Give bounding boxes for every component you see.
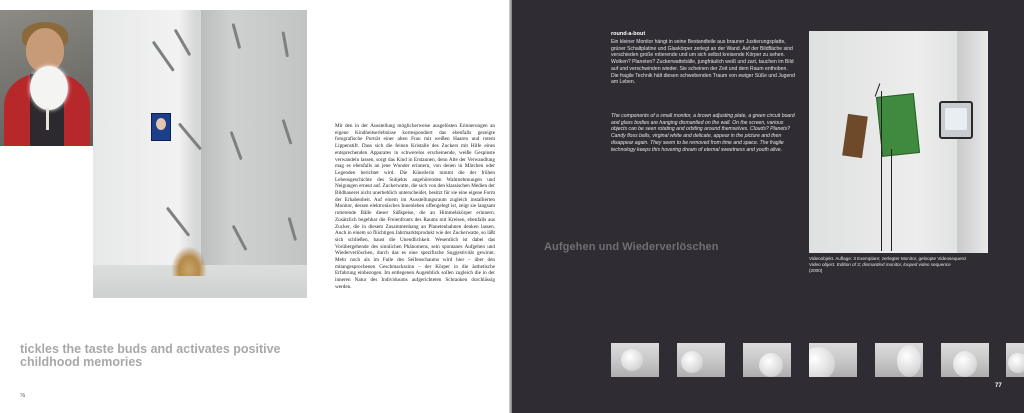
left-headline: tickles the taste buds and activates positive childhood memories <box>20 342 281 369</box>
artwork-title: round-a-bout <box>611 31 646 37</box>
video-still-3 <box>743 343 791 377</box>
artwork-caption <box>809 256 995 275</box>
photo-dismantled-monitor <box>809 31 988 253</box>
caption-english: Video object. Edition of 3; dismantled monitor, looped video sequence <box>809 262 951 268</box>
right-headline: Aufgehen und Wiederverlöschen <box>544 241 719 253</box>
description-german: Ein kleiner Monitor hängt in seine Bestandteile aus brauner Justierungsplatte, grüner Schaltplatine und Glaskörper zerlegt an der Wand. Auf der Bildfläche sind verschieden große rotierende und um sich selbst kreisende Körper zu sehen. Wolken? Planeten? Zuckerwattebälle, jungfräulich weiß und zart, tauchen im Bild auf und verschwinden wieder. Sie scheinen der Zeit und dem Raum enthoben. Die fragile Technik hält diesen schwebenden Traum von ewiger Süße und Jugend am Leben. <box>611 39 795 86</box>
caption-german: Videoobjekt. Auflage: 3 Exemplare; zerlegter Monitor, geloopte Videosequenz <box>809 256 967 261</box>
description-english: The components of a small monitor, a brown adjusting plate, a green circuit board and glass bodies are hanging dismantled on the wall. On the screen, various objects can be seen rotating and orbiting around themselves. Clouds? Planets? Candy floss balls, virginal white and delicate, appear in the picture and then disappear again. They seem to be removed from time and space. The fragile technology keeps this hovering dream of eternal sweetness and youth alive. <box>611 113 795 153</box>
video-still-1 <box>611 343 659 377</box>
video-still-5 <box>875 343 923 377</box>
portrait-photo <box>151 113 171 141</box>
photo-installation-wall-hooks <box>93 10 307 298</box>
video-still-7 <box>1006 343 1024 377</box>
video-still-6 <box>941 343 989 377</box>
photo-woman-cotton-candy <box>0 10 95 146</box>
caption-year: (2000) <box>809 268 823 274</box>
video-still-4 <box>809 343 857 377</box>
video-still-2 <box>677 343 725 377</box>
right-page-number: 77 <box>995 383 1002 389</box>
left-body-text: Mit den in der Ausstellung möglicherweise ausgelösten Erinnerungen an eigene Kindheitserlebnisse korrespondiert das ebenfalls gezeigte fotografische Porträt einer alten Frau mit weißen Haaren und rotem Lippenstift. Dass sich die feinen Kristalle des Zuckers mit Hilfe eines entsprechenden Apparates in schwerelos erscheinende, weiße Gespinste verwandeln lassen, sorgt das Kind in Erstaunen, denn Alte der Verwandlung mag es ebenfalls an jene Wunder erinnern, von denen in Märchen oder Legenden berichtet wird. Die Künstlerin nimmt die der frühen Lebensgeschichte des Subjekts angehörenden Wahrnehmungen und Neigungen erneut auf. Zuckerwatte, die sich von den klassischen Medien der Bildhauerei nicht unerheblich unterscheidet, besitzt für sie eine eigene Form der Erhabenheit. Auf einem im Ausstellungsraum zugleich installierten Monitor, dessen elektronisches Innenleben offengelegt ist, zeigt sie langsam rotierende Bälle dieser Süßspeise, die an Himmelskörper erinnern. Zusätzlich begehbar die Freienfronts des Raums mit Kreisen, ebenfalls aus Zucker, die in diesem Zusammenhang an Planetenbahnen denken lassen. Auch in einem so flüchtigen Jahrmarktsprodukt wie der Zuckerwatte, so läßt sich schließen, haust die Unendlichkeit. Wesentlich ist dabei das Vorübergehende des sinnlichen Phänomens, sein spontanes Aufgehen und Wiederverlöschen, durch das es eine spezifische Suggestivität gewinnt. Mehr noch als im Falle des Seifenschaums wird hier – über den mitangesprochenen Geschmackssinn – der Körper in die ästhetische Erfahrung einbezogen. Im entlegenen Augenblick sollen zugleich die in der inneren Natur des Individuums aufgerichteten Schranken durchlässig werden. <box>335 123 495 290</box>
left-page-number: 76 <box>20 394 25 399</box>
